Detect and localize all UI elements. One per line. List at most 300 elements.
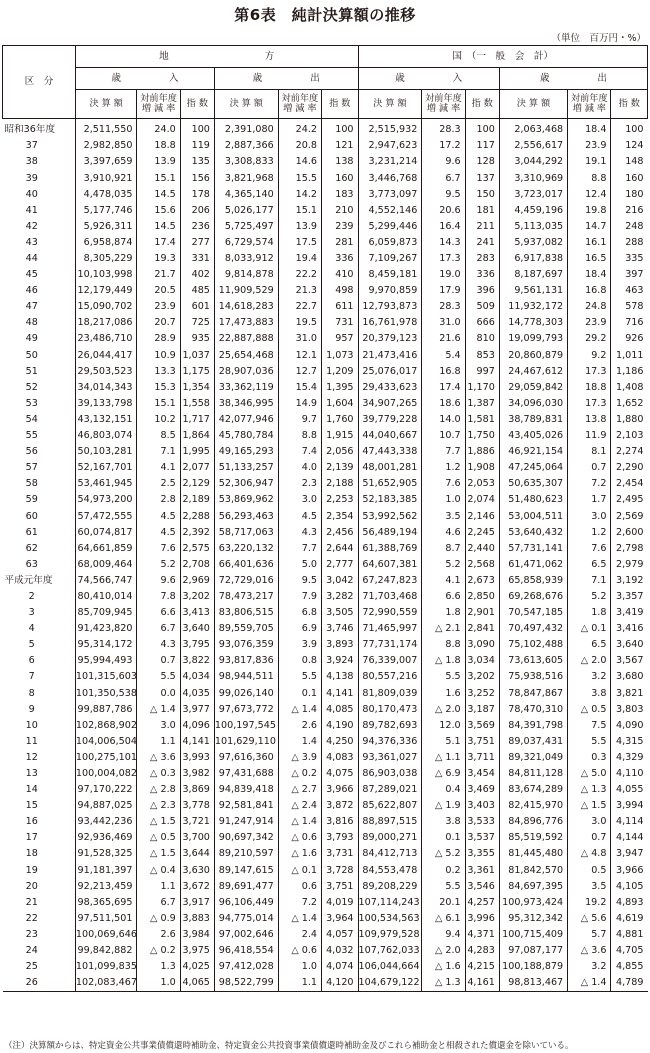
table-cell: 128 (465, 154, 499, 170)
table-cell: △ 2.4 (278, 798, 321, 814)
table-cell: 15.1 (137, 170, 180, 186)
table-cell: △ 1.3 (422, 975, 465, 992)
table-cell: 2,129 (180, 476, 214, 492)
table-row (3, 975, 648, 992)
table-cell: 4,478,035 (75, 186, 137, 202)
table-cell: 89,691,477 (214, 878, 278, 894)
table-cell: 119 (180, 138, 214, 154)
table-cell: 39,779,228 (358, 412, 422, 428)
table-cell: 16,761,978 (358, 315, 422, 331)
table-cell: 94,839,418 (214, 782, 278, 798)
table-cell: 2,901 (465, 605, 499, 621)
table-cell: 0.7 (568, 830, 611, 846)
table-cell: 92,936,469 (75, 830, 137, 846)
table-cell: 6,059,873 (358, 235, 422, 251)
table-cell: 5.2 (568, 589, 611, 605)
table-cell: 1,880 (611, 412, 648, 428)
table-cell: 56,293,463 (214, 508, 278, 524)
table-cell: 15.1 (278, 202, 321, 218)
table-cell: 63,220,132 (214, 540, 278, 556)
table-cell: 4,090 (611, 717, 648, 733)
table-cell: 28,907,036 (214, 363, 278, 379)
table-cell: 236 (180, 219, 214, 235)
table-cell: 97,511,501 (75, 911, 137, 927)
table-cell: 7.8 (137, 589, 180, 605)
table-cell: △ 1.6 (278, 846, 321, 862)
table-row (3, 219, 648, 235)
table-cell: 64,607,381 (358, 557, 422, 573)
table-cell: 17.4 (422, 380, 465, 396)
table-cell: 14.6 (278, 154, 321, 170)
table-cell: 9,970,859 (358, 283, 422, 299)
table-row (3, 235, 648, 251)
table-cell: 2,456 (322, 524, 359, 540)
table-cell: 57,472,555 (75, 508, 137, 524)
table-cell: 0.4 (422, 782, 465, 798)
table-cell: 20,860,879 (499, 347, 567, 363)
row-label: 4 (28, 623, 35, 635)
table-cell: 1.4 (278, 734, 321, 750)
table-cell: 1.8 (568, 605, 611, 621)
table-cell: 7.9 (278, 589, 321, 605)
row-label: 9 (28, 703, 35, 715)
table-cell: 15.6 (137, 202, 180, 218)
table-cell: 17.5 (278, 235, 321, 251)
table-cell: 70,497,432 (499, 621, 567, 637)
table-cell: 4,120 (322, 975, 359, 992)
table-cell: 6.5 (568, 557, 611, 573)
unit-label: （単位 百万円・%） (551, 33, 646, 44)
table-cell: 34,907,265 (358, 396, 422, 412)
table-cell: 20.8 (278, 138, 321, 154)
row-label: 48 (25, 317, 38, 329)
table-row (3, 138, 648, 154)
table-cell: 94,887,025 (75, 798, 137, 814)
table-cell: △ 0.4 (137, 862, 180, 878)
row-label: 55 (25, 430, 38, 442)
table-cell: 2.6 (137, 927, 180, 943)
row-label: 50 (25, 349, 38, 361)
table-cell: 3,546 (465, 878, 499, 894)
table-cell: 4,141 (180, 734, 214, 750)
table-cell: 5.2 (137, 557, 180, 573)
table-row (3, 299, 648, 315)
table-cell: 4,055 (611, 782, 648, 798)
table-cell: 4.1 (422, 573, 465, 589)
table-row (3, 895, 648, 911)
table-cell: 69,268,676 (499, 589, 567, 605)
table-row (3, 170, 648, 186)
table-cell: △ 1.8 (422, 653, 465, 669)
table-cell: 87,289,021 (358, 782, 422, 798)
table-cell: 117 (465, 138, 499, 154)
table-cell: 31.0 (278, 331, 321, 347)
table-cell: 6,917,838 (499, 251, 567, 267)
table-cell: △ 3.9 (278, 750, 321, 766)
table-cell: 82,415,970 (499, 798, 567, 814)
table-row (3, 363, 648, 379)
table-cell: 3,533 (465, 814, 499, 830)
table-cell: 4,855 (611, 959, 648, 975)
table-cell: △ 1.9 (422, 798, 465, 814)
row-label: 37 (25, 140, 38, 152)
row-label: 11 (25, 735, 38, 747)
table-cell: 4,085 (322, 701, 359, 717)
table-cell: 20.1 (422, 895, 465, 911)
table-cell: 1,995 (180, 444, 214, 460)
table-cell: 4,074 (322, 959, 359, 975)
table-cell: 19.8 (568, 202, 611, 218)
table-cell: 10,103,998 (75, 267, 137, 283)
table-cell: 211 (465, 219, 499, 235)
table-cell: 66,401,636 (214, 557, 278, 573)
table-cell: 100,715,409 (499, 927, 567, 943)
table-cell: 97,170,222 (75, 782, 137, 798)
table-cell: 51,652,905 (358, 476, 422, 492)
table-cell: 52,167,701 (75, 460, 137, 476)
table-cell: 95,314,172 (75, 637, 137, 653)
table-cell: 78,470,310 (499, 701, 567, 717)
table-cell: 95,994,493 (75, 653, 137, 669)
table-cell: 2,979 (611, 557, 648, 573)
table-row (3, 251, 648, 267)
table-cell: 80,410,014 (75, 589, 137, 605)
table-cell: 3,869 (180, 782, 214, 798)
table-cell: 12.4 (568, 186, 611, 202)
table-cell: 3,419 (611, 605, 648, 621)
table-cell: 2,568 (465, 557, 499, 573)
table-cell: 3,044,292 (499, 154, 567, 170)
table-cell: △ 1.4 (137, 701, 180, 717)
table-cell: 1.8 (422, 605, 465, 621)
table-cell: 15.1 (137, 396, 180, 412)
table-cell: 3,446,768 (358, 170, 422, 186)
table-cell: △ 0.1 (568, 621, 611, 637)
table-cell: 5.7 (568, 927, 611, 943)
table-cell: 10.9 (137, 347, 180, 363)
table-cell: 53,004,511 (499, 508, 567, 524)
table-cell: 3.0 (278, 492, 321, 508)
table-cell: 7.6 (568, 540, 611, 556)
table-cell: △ 5.2 (422, 846, 465, 862)
table-cell: 89,000,271 (358, 830, 422, 846)
table-row (3, 782, 648, 798)
table-cell: 3,816 (322, 814, 359, 830)
row-label: 10 (25, 719, 38, 731)
table-cell: 2,053 (465, 476, 499, 492)
table-cell: 121 (322, 138, 359, 154)
table-cell: 102,868,902 (75, 717, 137, 733)
change-rate-column-header (278, 90, 321, 119)
change-rate-line-1: 対前年度 (570, 93, 608, 104)
table-cell: 16.5 (568, 251, 611, 267)
table-cell: 0.6 (278, 878, 321, 894)
table-cell: 16.4 (422, 219, 465, 235)
table-cell: 9.7 (278, 412, 321, 428)
table-cell: 3.0 (568, 814, 611, 830)
row-label: 57 (25, 462, 38, 474)
table-row (3, 878, 648, 894)
table-cell: 241 (465, 235, 499, 251)
row-label: 45 (25, 269, 38, 281)
table-cell: 2,947,623 (358, 138, 422, 154)
table-cell: 75,938,516 (499, 669, 567, 685)
table-cell: 97,002,646 (214, 927, 278, 943)
table-cell: 100,188,879 (499, 959, 567, 975)
table-cell: 17,473,883 (214, 315, 278, 331)
table-cell: 2,556,617 (499, 138, 567, 154)
table-cell: 3,994 (611, 798, 648, 814)
table-cell: 3,966 (611, 862, 648, 878)
table-cell: 2,850 (465, 589, 499, 605)
table-cell: 24.8 (568, 299, 611, 315)
table-cell: 3,640 (180, 621, 214, 637)
table-cell: 3,403 (465, 798, 499, 814)
table-cell: 42,077,946 (214, 412, 278, 428)
row-label: 60 (25, 510, 38, 522)
row-label: 17 (25, 832, 38, 844)
table-cell: 89,559,705 (214, 621, 278, 637)
table-cell: 14.3 (422, 235, 465, 251)
page-title: 第6表 純計決算額の推移 (234, 6, 416, 24)
table-cell: 0.7 (137, 653, 180, 669)
table-cell: 21.6 (422, 331, 465, 347)
table-cell: 2,575 (180, 540, 214, 556)
table-row (3, 396, 648, 412)
table-cell: 3,821 (611, 685, 648, 701)
table-cell: 13.9 (278, 219, 321, 235)
table-cell: 4.0 (278, 460, 321, 476)
table-cell: 2,708 (180, 557, 214, 573)
table-cell: 19.2 (568, 895, 611, 911)
table-cell: 98,522,799 (214, 975, 278, 992)
table-cell: 46,921,154 (499, 444, 567, 460)
table-cell: 5.5 (422, 878, 465, 894)
category-header: 区 分 (3, 46, 76, 119)
table-cell: 1,581 (465, 412, 499, 428)
table-cell: 65,858,939 (499, 573, 567, 589)
table-cell: 8,305,229 (75, 251, 137, 267)
local-header: 地 方 (75, 46, 358, 68)
table-cell: 5,026,177 (214, 202, 278, 218)
table-row (3, 798, 648, 814)
table-cell: 578 (611, 299, 648, 315)
table-cell: 3,746 (322, 621, 359, 637)
table-cell: 57,731,141 (499, 540, 567, 556)
table-cell: 84,697,395 (499, 878, 567, 894)
table-row (3, 766, 648, 782)
table-cell: △ 0.3 (137, 766, 180, 782)
table-cell: 12,179,449 (75, 283, 137, 299)
table-cell: 9,814,878 (214, 267, 278, 283)
table-cell: 1,209 (322, 363, 359, 379)
table-cell: 28.3 (422, 119, 465, 139)
table-cell: 5.5 (137, 669, 180, 685)
table-cell: 1.2 (568, 524, 611, 540)
table-cell: 10.2 (137, 412, 180, 428)
table-cell: 81,445,480 (499, 846, 567, 862)
row-label: 54 (25, 413, 38, 425)
table-cell: 99,887,786 (75, 701, 137, 717)
table-cell: 2,245 (465, 524, 499, 540)
table-cell: 7.4 (278, 444, 321, 460)
table-cell: 0.5 (568, 862, 611, 878)
table-row (3, 959, 648, 975)
table-cell: 14.7 (568, 219, 611, 235)
table-cell: 53,992,562 (358, 508, 422, 524)
table-cell: 13.3 (137, 363, 180, 379)
table-cell: 11,932,172 (499, 299, 567, 315)
table-cell: 104,006,504 (75, 734, 137, 750)
table-cell: 4,065 (180, 975, 214, 992)
row-label: 19 (25, 864, 38, 876)
table-cell: 84,811,128 (499, 766, 567, 782)
table-cell: 2,454 (611, 476, 648, 492)
table-cell: 3,672 (180, 878, 214, 894)
table-cell: 89,321,049 (499, 750, 567, 766)
table-cell: 11,909,529 (214, 283, 278, 299)
table-cell: 28.9 (137, 331, 180, 347)
table-cell: 3,640 (611, 637, 648, 653)
table-cell: 248 (611, 219, 648, 235)
table-cell: 2,354 (322, 508, 359, 524)
table-cell: 7.7 (278, 540, 321, 556)
table-row (3, 283, 648, 299)
table-cell: △ 0.6 (278, 943, 321, 959)
table-cell: 1.3 (137, 959, 180, 975)
table-cell: 20.5 (137, 283, 180, 299)
table-cell: 498 (322, 283, 359, 299)
table-cell: 4,083 (322, 750, 359, 766)
table-cell: 25,654,468 (214, 347, 278, 363)
row-label: 41 (25, 204, 38, 216)
table-cell: 3,795 (180, 637, 214, 653)
table-cell: 7.1 (137, 444, 180, 460)
table-cell: 3,202 (465, 669, 499, 685)
table-cell: 100,197,545 (214, 717, 278, 733)
table-row (3, 380, 648, 396)
table-cell: 331 (180, 251, 214, 267)
table-cell: 183 (322, 186, 359, 202)
table-cell: 3,731 (322, 846, 359, 862)
table-cell: 4,105 (611, 878, 648, 894)
table-cell: 281 (322, 235, 359, 251)
table-cell: 20.6 (422, 202, 465, 218)
table-cell: 16.1 (568, 235, 611, 251)
table-cell: 935 (180, 331, 214, 347)
table-cell: 107,762,033 (358, 943, 422, 959)
table-row (3, 557, 648, 573)
table-row (3, 701, 648, 717)
table-cell: 18.8 (137, 138, 180, 154)
table-cell: 3,680 (611, 669, 648, 685)
table-cell: 3,397,659 (75, 154, 137, 170)
table-row (3, 653, 648, 669)
row-label: 16 (25, 816, 38, 828)
table-cell: 96,418,554 (214, 943, 278, 959)
table-row (3, 734, 648, 750)
table-cell: 2,074 (465, 492, 499, 508)
table-row (3, 315, 648, 331)
table-cell: 3,567 (611, 653, 648, 669)
table-cell: 135 (180, 154, 214, 170)
table-cell: 20,379,123 (358, 331, 422, 347)
table-cell: 8.8 (568, 170, 611, 186)
table-cell: △ 1.1 (422, 750, 465, 766)
table-cell: 97,673,772 (214, 701, 278, 717)
table-cell: 2,077 (180, 460, 214, 476)
table-cell: 29,433,623 (358, 380, 422, 396)
table-cell: 24.0 (137, 119, 180, 139)
table-cell: 83,674,289 (499, 782, 567, 798)
table-cell: 93,817,836 (214, 653, 278, 669)
table-cell: 5,113,035 (499, 219, 567, 235)
table-cell: 2,146 (465, 508, 499, 524)
table-cell: 78,473,217 (214, 589, 278, 605)
table-cell: 7.6 (422, 476, 465, 492)
table-cell: 92,213,459 (75, 878, 137, 894)
table-cell: △ 2.7 (278, 782, 321, 798)
table-cell: 29,503,523 (75, 363, 137, 379)
row-label: 38 (25, 156, 38, 168)
table-cell: 5.2 (422, 557, 465, 573)
table-cell: 21.3 (278, 283, 321, 299)
table-cell: 2,777 (322, 557, 359, 573)
table-cell: 156 (180, 170, 214, 186)
table-cell: 72,729,016 (214, 573, 278, 589)
table-cell: 124 (611, 138, 648, 154)
table-row (3, 508, 648, 524)
table-cell: 4,215 (465, 959, 499, 975)
table-cell: 98,944,511 (214, 669, 278, 685)
table-cell: 731 (322, 315, 359, 331)
table-cell: 102,083,467 (75, 975, 137, 992)
table-cell: 85,622,807 (358, 798, 422, 814)
table-cell: 2,288 (180, 508, 214, 524)
table-cell: △ 1.5 (137, 814, 180, 830)
table-cell: 100 (180, 119, 214, 139)
table-cell: 3,090 (465, 637, 499, 653)
table-cell: 7.5 (568, 717, 611, 733)
table-cell: 52,306,947 (214, 476, 278, 492)
table-cell: 29.2 (568, 331, 611, 347)
table-cell: 3,357 (611, 589, 648, 605)
table-cell: 22.7 (278, 299, 321, 315)
table-cell: 2,969 (180, 573, 214, 589)
table-cell: 5,926,311 (75, 219, 137, 235)
table-cell: 95,312,342 (499, 911, 567, 927)
table-cell: 50,103,281 (75, 444, 137, 460)
table-row (3, 460, 648, 476)
table-cell: 4,144 (611, 830, 648, 846)
table-cell: 3,821,968 (214, 170, 278, 186)
table-cell: 3.0 (568, 508, 611, 524)
table-cell: 3,966 (322, 782, 359, 798)
row-label: 39 (25, 172, 38, 184)
table-cell: 2,392 (180, 524, 214, 540)
table-row (3, 347, 648, 363)
table-cell: 3,413 (180, 605, 214, 621)
table-cell: 17.3 (568, 363, 611, 379)
table-cell: 72,990,559 (358, 605, 422, 621)
table-cell: 3,355 (465, 846, 499, 862)
table-cell: 1,717 (180, 412, 214, 428)
table-cell: 6.8 (278, 605, 321, 621)
table-cell: 1,915 (322, 428, 359, 444)
table-cell: 18.4 (568, 267, 611, 283)
row-label: 47 (25, 301, 38, 313)
table-cell: 67,247,823 (358, 573, 422, 589)
